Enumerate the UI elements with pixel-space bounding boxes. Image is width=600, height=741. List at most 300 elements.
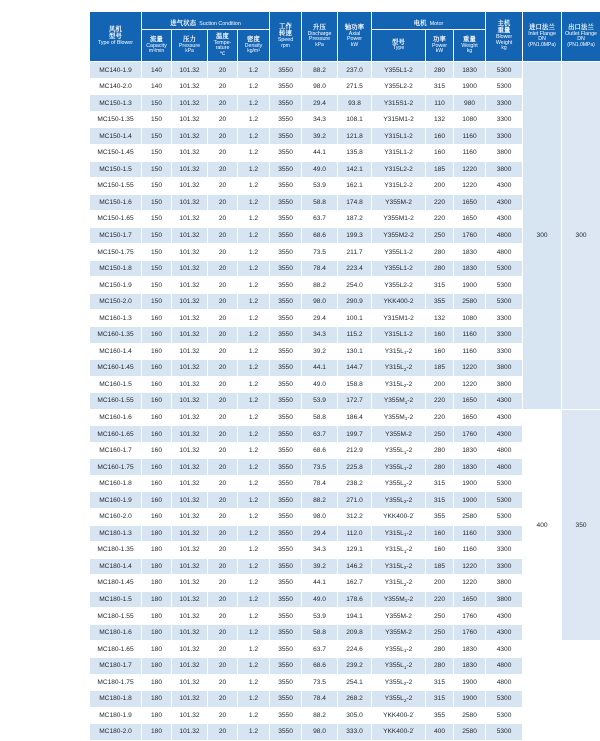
cell-discharge-pressure: 44.1 — [302, 575, 338, 592]
cell-blower-type: MC150-1.45 — [90, 145, 142, 162]
cell-density: 1.2 — [238, 475, 270, 492]
cell-speed: 3550 — [270, 310, 302, 327]
cell-discharge-pressure: 78.4 — [302, 260, 338, 277]
cell-motor-type: $Y315L_1-2$ — [372, 343, 426, 360]
cell-discharge-pressure: 39.2 — [302, 343, 338, 360]
cell-motor-weight: 1160 — [454, 327, 486, 344]
cell-outlet-flange: 350 — [562, 409, 600, 641]
cell-axial-power: 93.8 — [338, 95, 372, 112]
cell-temperature: 20 — [208, 343, 238, 360]
cell-speed: 3550 — [270, 95, 302, 112]
cell-density: 1.2 — [238, 657, 270, 674]
cell-motor-weight: 1760 — [454, 426, 486, 443]
cell-temperature: 20 — [208, 575, 238, 592]
cell-motor-power: 185 — [426, 360, 454, 377]
cell-capacity: 180 — [142, 657, 172, 674]
cell-temperature: 20 — [208, 674, 238, 691]
header-group-row — [90, 12, 600, 30]
cell-motor-weight: 2580 — [454, 707, 486, 724]
cell-temperature: 20 — [208, 393, 238, 410]
cell-speed: 3550 — [270, 227, 302, 244]
cell-suction-pressure: 101.32 — [172, 128, 208, 145]
cell-suction-pressure: 101.32 — [172, 227, 208, 244]
table-body — [90, 62, 600, 740]
cell-suction-pressure: 101.32 — [172, 558, 208, 575]
cell-suction-pressure: 101.32 — [172, 360, 208, 377]
cell-blower-type: MC160-1.35 — [90, 327, 142, 344]
cell-blower-type: MC180-1.35 — [90, 542, 142, 559]
table-row — [90, 657, 600, 674]
cell-axial-power: 238.2 — [338, 475, 372, 492]
table-row — [90, 707, 600, 724]
cell-motor-type: $Y355M_1-2$ — [372, 409, 426, 426]
cell-temperature: 20 — [208, 310, 238, 327]
cell-blower-weight: 4800 — [486, 244, 523, 261]
cell-temperature: 20 — [208, 509, 238, 526]
col-suction-pressure: 压力 Pressure kPa — [172, 30, 208, 62]
cell-motor-type: $Y355L_2-2$ — [372, 691, 426, 708]
col-discharge-pressure: 升压 Discharge Pressure kPa — [302, 12, 338, 62]
cell-suction-pressure: 101.32 — [172, 475, 208, 492]
cell-capacity: 150 — [142, 178, 172, 195]
cell-blower-weight: 4300 — [486, 641, 523, 658]
cell-discharge-pressure: 29.4 — [302, 525, 338, 542]
cell-blower-type: MC180-1.45 — [90, 575, 142, 592]
cell-motor-type: Y315L1-2 — [372, 128, 426, 145]
cell-discharge-pressure: 98.0 — [302, 724, 338, 741]
cell-axial-power: 224.6 — [338, 641, 372, 658]
cell-capacity: 160 — [142, 442, 172, 459]
cell-blower-type: MC160-1.55 — [90, 393, 142, 410]
cell-blower-weight: 3300 — [486, 542, 523, 559]
cell-density: 1.2 — [238, 95, 270, 112]
cell-outlet-flange: 300 — [562, 62, 600, 409]
cell-blower-type: MC180-1.55 — [90, 608, 142, 625]
cell-axial-power: 254.1 — [338, 674, 372, 691]
cell-suction-pressure: 101.32 — [172, 608, 208, 625]
cell-motor-type: Y315L1-2 — [372, 145, 426, 162]
cell-speed: 3550 — [270, 492, 302, 509]
cell-density: 1.2 — [238, 293, 270, 310]
cell-axial-power: 271.5 — [338, 78, 372, 95]
cell-discharge-pressure: 49.0 — [302, 376, 338, 393]
cell-axial-power: 333.0 — [338, 724, 372, 741]
table-row — [90, 409, 600, 426]
cell-blower-weight: 3300 — [486, 111, 523, 128]
cell-motor-type: Y355M-2 — [372, 624, 426, 641]
cell-motor-power: 200 — [426, 575, 454, 592]
cell-capacity: 150 — [142, 227, 172, 244]
cell-motor-type: $Y355M_1-2$ — [372, 393, 426, 410]
cell-motor-weight: 1760 — [454, 608, 486, 625]
cell-temperature: 20 — [208, 211, 238, 228]
cell-discharge-pressure: 49.0 — [302, 591, 338, 608]
cell-motor-type: $Y355L_1-2$ — [372, 657, 426, 674]
cell-motor-weight: 1760 — [454, 624, 486, 641]
cell-motor-power: 160 — [426, 128, 454, 145]
cell-motor-power: 355 — [426, 707, 454, 724]
cell-speed: 3550 — [270, 161, 302, 178]
cell-suction-pressure: 101.32 — [172, 260, 208, 277]
cell-axial-power: 100.1 — [338, 310, 372, 327]
cell-discharge-pressure: 34.3 — [302, 111, 338, 128]
cell-motor-weight: 1650 — [454, 409, 486, 426]
cell-motor-power: 220 — [426, 211, 454, 228]
cell-density: 1.2 — [238, 724, 270, 741]
cell-temperature: 20 — [208, 525, 238, 542]
cell-suction-pressure: 101.32 — [172, 641, 208, 658]
cell-blower-weight: 5300 — [486, 707, 523, 724]
cell-motor-weight: 1830 — [454, 657, 486, 674]
cell-axial-power: 239.2 — [338, 657, 372, 674]
cell-speed: 3550 — [270, 409, 302, 426]
cell-motor-power: 250 — [426, 608, 454, 625]
cell-suction-pressure: 101.32 — [172, 343, 208, 360]
cell-temperature: 20 — [208, 641, 238, 658]
cell-density: 1.2 — [238, 310, 270, 327]
cell-temperature: 20 — [208, 691, 238, 708]
cell-speed: 3550 — [270, 591, 302, 608]
cell-discharge-pressure: 88.2 — [302, 707, 338, 724]
cell-motor-weight: 1830 — [454, 641, 486, 658]
cell-motor-type: $Y315L_2-2$ — [372, 376, 426, 393]
cell-motor-weight: 1900 — [454, 674, 486, 691]
cell-motor-power: 355 — [426, 509, 454, 526]
cell-suction-pressure: 101.32 — [172, 327, 208, 344]
cell-temperature: 20 — [208, 591, 238, 608]
cell-temperature: 20 — [208, 724, 238, 741]
cell-axial-power: 146.2 — [338, 558, 372, 575]
cell-density: 1.2 — [238, 442, 270, 459]
cell-blower-weight: 4300 — [486, 426, 523, 443]
cell-motor-weight: 1080 — [454, 111, 486, 128]
cell-blower-type: MC150-1.35 — [90, 111, 142, 128]
cell-blower-type: MC180-1.9 — [90, 707, 142, 724]
cell-motor-type: $Y315L_2-2$ — [372, 558, 426, 575]
cell-motor-weight: 1220 — [454, 161, 486, 178]
cell-motor-weight: 1650 — [454, 393, 486, 410]
cell-motor-power: 315 — [426, 492, 454, 509]
cell-suction-pressure: 101.32 — [172, 376, 208, 393]
cell-discharge-pressure: 34.3 — [302, 327, 338, 344]
cell-motor-type: $Y355L_1-2$ — [372, 442, 426, 459]
cell-discharge-pressure: 29.4 — [302, 95, 338, 112]
cell-motor-power: 200 — [426, 376, 454, 393]
cell-speed: 3550 — [270, 360, 302, 377]
cell-blower-weight: 4300 — [486, 409, 523, 426]
cell-blower-weight: 4300 — [486, 608, 523, 625]
cell-capacity: 160 — [142, 393, 172, 410]
cell-motor-power: 280 — [426, 442, 454, 459]
cell-speed: 3550 — [270, 641, 302, 658]
cell-temperature: 20 — [208, 492, 238, 509]
cell-discharge-pressure: 78.4 — [302, 691, 338, 708]
cell-axial-power: 187.2 — [338, 211, 372, 228]
cell-motor-power: 160 — [426, 542, 454, 559]
col-blower-type: 风机 型号 Type of Blower — [90, 12, 142, 62]
cell-discharge-pressure: 58.8 — [302, 409, 338, 426]
cell-axial-power: 290.9 — [338, 293, 372, 310]
cell-axial-power: 312.2 — [338, 509, 372, 526]
cell-blower-weight: 5300 — [486, 475, 523, 492]
cell-discharge-pressure: 98.0 — [302, 293, 338, 310]
cell-speed: 3550 — [270, 674, 302, 691]
cell-capacity: 150 — [142, 293, 172, 310]
col-inlet-flange: 进口法兰 Inlet Flange DN (PN1.0MPa) — [523, 12, 562, 62]
cell-motor-weight: 1650 — [454, 194, 486, 211]
cell-capacity: 160 — [142, 343, 172, 360]
cell-suction-pressure: 101.32 — [172, 707, 208, 724]
cell-temperature: 20 — [208, 475, 238, 492]
cell-motor-type: $Y315L_1-2$ — [372, 542, 426, 559]
cell-speed: 3550 — [270, 145, 302, 162]
cell-motor-weight: 1650 — [454, 591, 486, 608]
cell-blower-weight: 3800 — [486, 591, 523, 608]
cell-temperature: 20 — [208, 128, 238, 145]
cell-blower-type: MC160-1.9 — [90, 492, 142, 509]
cell-blower-type: MC150-1.7 — [90, 227, 142, 244]
cell-capacity: 180 — [142, 674, 172, 691]
cell-density: 1.2 — [238, 227, 270, 244]
cell-density: 1.2 — [238, 459, 270, 476]
cell-suction-pressure: 101.32 — [172, 442, 208, 459]
cell-motor-weight: 1220 — [454, 178, 486, 195]
cell-suction-pressure: 101.32 — [172, 657, 208, 674]
cell-temperature: 20 — [208, 409, 238, 426]
cell-suction-pressure: 101.32 — [172, 674, 208, 691]
cell-blower-weight: 3300 — [486, 525, 523, 542]
cell-blower-weight: 4300 — [486, 178, 523, 195]
cell-motor-power: 185 — [426, 558, 454, 575]
cell-blower-type: MC150-1.3 — [90, 95, 142, 112]
cell-density: 1.2 — [238, 575, 270, 592]
cell-motor-weight: 1900 — [454, 475, 486, 492]
cell-speed: 3550 — [270, 343, 302, 360]
cell-temperature: 20 — [208, 608, 238, 625]
cell-suction-pressure: 101.32 — [172, 78, 208, 95]
table-row — [90, 641, 600, 658]
cell-blower-type: MC150-1.6 — [90, 194, 142, 211]
cell-speed: 3550 — [270, 111, 302, 128]
cell-motor-type: Y355L1-2 — [372, 260, 426, 277]
cell-capacity: 180 — [142, 691, 172, 708]
cell-axial-power: 172.7 — [338, 393, 372, 410]
cell-blower-type: MC180-1.8 — [90, 691, 142, 708]
cell-blower-weight: 4300 — [486, 393, 523, 410]
cell-suction-pressure: 101.32 — [172, 459, 208, 476]
cell-temperature: 20 — [208, 707, 238, 724]
cell-motor-power: 132 — [426, 111, 454, 128]
cell-motor-power: 160 — [426, 145, 454, 162]
cell-axial-power: 271.0 — [338, 492, 372, 509]
cell-blower-weight: 3800 — [486, 145, 523, 162]
cell-suction-pressure: 101.32 — [172, 525, 208, 542]
cell-motor-type: Y355L2-2 — [372, 78, 426, 95]
cell-capacity: 150 — [142, 128, 172, 145]
cell-motor-power: 220 — [426, 393, 454, 410]
cell-blower-type: MC180-1.65 — [90, 641, 142, 658]
cell-suction-pressure: 101.32 — [172, 542, 208, 559]
cell-discharge-pressure: 44.1 — [302, 145, 338, 162]
cell-discharge-pressure: 98.0 — [302, 78, 338, 95]
cell-motor-power: 160 — [426, 327, 454, 344]
cell-blower-type: MC140-1.9 — [90, 62, 142, 79]
cell-motor-type: YKK400-2′ — [372, 707, 426, 724]
cell-blower-type: MC150-1.8 — [90, 260, 142, 277]
cell-blower-weight: 5300 — [486, 62, 523, 79]
cell-capacity: 160 — [142, 376, 172, 393]
table-row — [90, 62, 600, 79]
cell-discharge-pressure: 39.2 — [302, 558, 338, 575]
cell-capacity: 150 — [142, 244, 172, 261]
cell-motor-weight: 1830 — [454, 62, 486, 79]
cell-motor-weight: 2580 — [454, 293, 486, 310]
cell-capacity: 150 — [142, 211, 172, 228]
cell-discharge-pressure: 88.2 — [302, 277, 338, 294]
cell-motor-type: Y315M1-2 — [372, 111, 426, 128]
cell-motor-type: Y355M-2 — [372, 194, 426, 211]
cell-suction-pressure: 101.32 — [172, 145, 208, 162]
cell-capacity: 150 — [142, 277, 172, 294]
cell-motor-weight: 1830 — [454, 260, 486, 277]
cell-capacity: 180 — [142, 575, 172, 592]
cell-motor-power: 280 — [426, 260, 454, 277]
cell-density: 1.2 — [238, 194, 270, 211]
cell-temperature: 20 — [208, 244, 238, 261]
cell-temperature: 20 — [208, 376, 238, 393]
cell-discharge-pressure: 98.0 — [302, 509, 338, 526]
cell-motor-weight: 1900 — [454, 691, 486, 708]
cell-density: 1.2 — [238, 343, 270, 360]
cell-density: 1.2 — [238, 78, 270, 95]
cell-temperature: 20 — [208, 624, 238, 641]
cell-capacity: 160 — [142, 409, 172, 426]
cell-blower-weight: 5300 — [486, 724, 523, 741]
cell-blower-type: MC150-1.65 — [90, 211, 142, 228]
cell-density: 1.2 — [238, 624, 270, 641]
cell-density: 1.2 — [238, 409, 270, 426]
cell-discharge-pressure: 53.9 — [302, 393, 338, 410]
cell-motor-weight: 1760 — [454, 227, 486, 244]
cell-suction-pressure: 101.32 — [172, 393, 208, 410]
cell-blower-weight: 3300 — [486, 343, 523, 360]
cell-discharge-pressure: 58.8 — [302, 194, 338, 211]
cell-capacity: 150 — [142, 194, 172, 211]
cell-motor-power: 220 — [426, 194, 454, 211]
cell-motor-weight: 1220 — [454, 575, 486, 592]
cell-blower-weight: 5300 — [486, 277, 523, 294]
cell-density: 1.2 — [238, 145, 270, 162]
cell-motor-weight: 1160 — [454, 343, 486, 360]
cell-suction-pressure: 101.32 — [172, 277, 208, 294]
cell-motor-power: 160 — [426, 343, 454, 360]
col-motor-power: 功率 Power kW — [426, 30, 454, 62]
cell-suction-pressure: 101.32 — [172, 194, 208, 211]
cell-blower-type: MC160-1.75 — [90, 459, 142, 476]
cell-blower-type: MC150-1.75 — [90, 244, 142, 261]
cell-axial-power: 142.1 — [338, 161, 372, 178]
cell-motor-type: $Y355L_2-2$ — [372, 475, 426, 492]
cell-density: 1.2 — [238, 211, 270, 228]
cell-capacity: 180 — [142, 624, 172, 641]
cell-motor-power: 200 — [426, 178, 454, 195]
cell-capacity: 150 — [142, 145, 172, 162]
cell-motor-type: Y315L2-2 — [372, 161, 426, 178]
cell-discharge-pressure: 88.2 — [302, 62, 338, 79]
cell-motor-type: $Y315L_2-2$ — [372, 575, 426, 592]
cell-motor-power: 220 — [426, 409, 454, 426]
cell-motor-weight: 1220 — [454, 558, 486, 575]
cell-motor-power: 355 — [426, 293, 454, 310]
cell-density: 1.2 — [238, 509, 270, 526]
cell-motor-weight: 980 — [454, 95, 486, 112]
cell-blower-type: MC150-1.4 — [90, 128, 142, 145]
cell-blower-weight: 3300 — [486, 327, 523, 344]
cell-motor-type: Y355L2-2 — [372, 277, 426, 294]
cell-motor-type: Y355M-2 — [372, 426, 426, 443]
cell-motor-weight: 1080 — [454, 310, 486, 327]
cell-density: 1.2 — [238, 542, 270, 559]
cell-speed: 3550 — [270, 624, 302, 641]
cell-blower-type: MC150-1.55 — [90, 178, 142, 195]
cell-axial-power: 158.8 — [338, 376, 372, 393]
cell-density: 1.2 — [238, 376, 270, 393]
cell-speed: 3550 — [270, 178, 302, 195]
cell-blower-weight: 4800 — [486, 459, 523, 476]
cell-capacity: 150 — [142, 161, 172, 178]
cell-density: 1.2 — [238, 641, 270, 658]
cell-blower-weight: 3300 — [486, 128, 523, 145]
col-speed: 工作 转速 Speed rpm — [270, 12, 302, 62]
cell-motor-power: 250 — [426, 624, 454, 641]
cell-motor-power: 280 — [426, 459, 454, 476]
cell-density: 1.2 — [238, 62, 270, 79]
group-suction-condition: 进气状态 Suction Condition — [142, 12, 270, 30]
cell-motor-power: 185 — [426, 161, 454, 178]
cell-motor-power: 315 — [426, 277, 454, 294]
cell-density: 1.2 — [238, 393, 270, 410]
cell-axial-power: 108.1 — [338, 111, 372, 128]
cell-motor-weight: 1160 — [454, 542, 486, 559]
cell-suction-pressure: 101.32 — [172, 509, 208, 526]
cell-axial-power: 254.0 — [338, 277, 372, 294]
cell-motor-type: Y355M-2 — [372, 608, 426, 625]
cell-suction-pressure: 101.32 — [172, 492, 208, 509]
cell-axial-power: 162.1 — [338, 178, 372, 195]
cell-speed: 3550 — [270, 211, 302, 228]
cell-blower-type: MC160-1.3 — [90, 310, 142, 327]
cell-motor-power: 280 — [426, 657, 454, 674]
cell-discharge-pressure: 39.2 — [302, 128, 338, 145]
cell-axial-power: 129.1 — [338, 542, 372, 559]
cell-capacity: 160 — [142, 509, 172, 526]
cell-capacity: 160 — [142, 459, 172, 476]
cell-motor-power: 250 — [426, 227, 454, 244]
table-row — [90, 691, 600, 708]
cell-blower-weight: 5300 — [486, 260, 523, 277]
cell-motor-power: 315 — [426, 691, 454, 708]
cell-motor-weight: 1160 — [454, 525, 486, 542]
cell-speed: 3550 — [270, 194, 302, 211]
cell-capacity: 180 — [142, 707, 172, 724]
cell-capacity: 150 — [142, 95, 172, 112]
cell-axial-power: 115.2 — [338, 327, 372, 344]
cell-suction-pressure: 101.32 — [172, 624, 208, 641]
cell-motor-type: YKK400-2′ — [372, 509, 426, 526]
col-axial-power: 轴功率 Axial Power kW — [338, 12, 372, 62]
cell-temperature: 20 — [208, 260, 238, 277]
cell-axial-power: 174.8 — [338, 194, 372, 211]
